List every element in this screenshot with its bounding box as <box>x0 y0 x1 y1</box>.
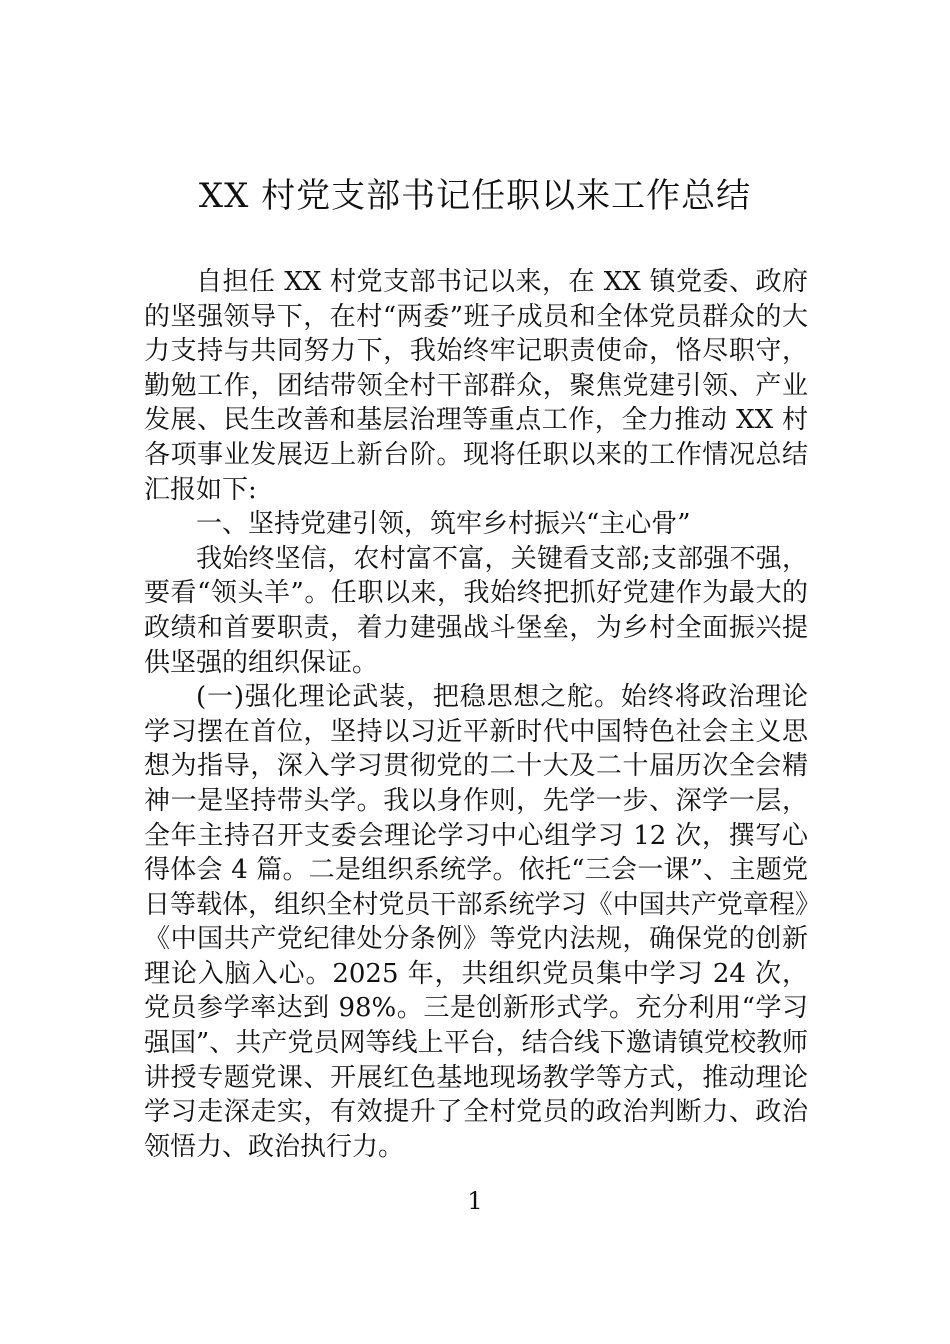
section-heading: 一、坚持党建引领，筑牢乡村振兴“主心骨” <box>196 509 691 540</box>
intro-paragraph: 自担任 XX 村党支部书记以来，在 XX 镇党委、政府的坚强领导下，在村“两委”班子成员和全体党员群众的大力支持与共同努力下，我始终牢记职责使命，恪尽职守，勤勉工作，团结带领全村干部群众，聚焦党建引领、产业发展、民生改善和基层治理等重点工作，全力推动 XX 村各项事业发展迈上新台阶。现将任职以来的工作情况总结汇报如下: <box>144 267 808 505</box>
document-title: XX 村党支部书记任职以来工作总结 <box>198 176 752 216</box>
document-body <box>144 265 808 1164</box>
page-number: 1 <box>467 1187 483 1215</box>
subsection-paragraph: (一)强化理论武装，把稳思想之舵。始终将政治理论学习摆在首位，坚持以习近平新时代中国特色社会主义思想为指导，深入学习贯彻党的二十大及二十届历次全会精神一是坚持带头学。我以身作则，先学一步、深学一层，全年主持召开支委会理论学习中心组学习 12 次，撰写心得体会 4 篇。二是组织系统学。依托“三会一课”、主题党日等载体，组织全村党员干部系统学习《中国共产党章程》《中国共产党纪律处分条例》等党内法规，确保党的创新理论入脑入心。2025 年，共组织党员集中学习 24 次，党员参学率达到 98%。三是创新形式学。充分利用“学习强国”、共产党员网等线上平台，结合线下邀请镇党校教师讲授专题党课、开展红色基地现场教学等方式，推动理论学习走深走实，有效提升了全村党员的政治判断力、政治领悟力、政治执行力。 <box>144 682 808 1162</box>
section-intro-paragraph: 我始终坚信，农村富不富，关键看支部;支部强不强，要看“领头羊”。任职以来，我始终把抓好党建作为最大的政绩和首要职责，着力建强战斗堡垒，为乡村全面振兴提供坚强的组织保证。 <box>144 543 808 678</box>
